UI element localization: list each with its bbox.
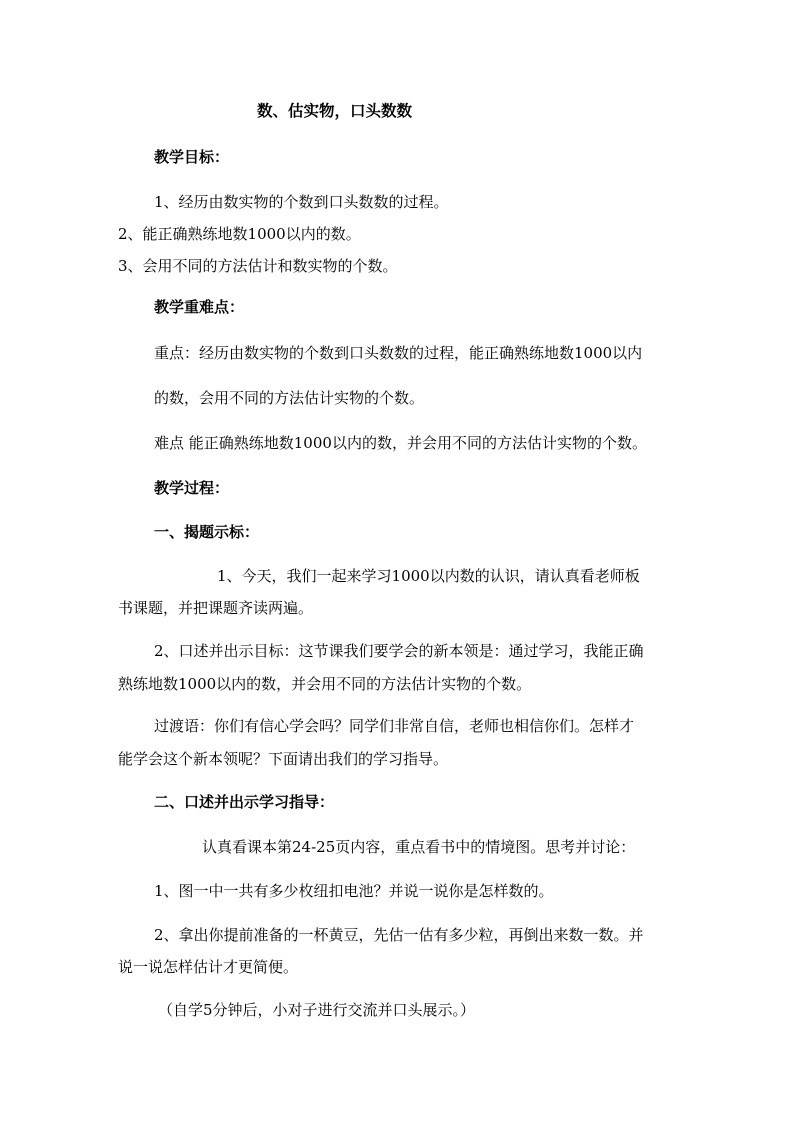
self-study-note: （自学5分钟后，小对子进行交流并口头展示。） — [158, 1001, 476, 1019]
section-heading-process: 教学过程： — [154, 479, 230, 497]
guide-intro: 认真看课本第24-25页内容，重点看书中的情境图。思考并讨论： — [202, 838, 636, 856]
key-point-line-2: 的数，会用不同的方法估计实物的个数。 — [154, 389, 425, 407]
objective-3: 3、会用不同的方法估计和数实物的个数。 — [118, 257, 398, 275]
objective-1: 1、经历由数实物的个数到口头数数的过程。 — [154, 193, 449, 211]
step-2-line-2: 熟练地数1000以内的数，并会用不同的方法估计实物的个数。 — [118, 675, 532, 693]
transition-line-1: 过渡语：你们有信心学会吗？同学们非常自信，老师也相信你们。怎样才 — [154, 717, 635, 735]
step-3-heading: 二、口述并出示学习指导： — [154, 793, 335, 811]
step-1-line-2: 书课题，并把课题齐读两遍。 — [118, 599, 314, 617]
section-heading-key-points: 教学重难点： — [154, 298, 245, 316]
transition-line-2: 能学会这个新本领呢？下面请出我们的学习指导。 — [118, 750, 449, 768]
guide-question-1: 1、图一中一共有多少枚纽扣电池？并说一说你是怎样数的。 — [154, 882, 554, 900]
section-heading-objectives: 教学目标： — [154, 148, 230, 166]
guide-question-2-line-1: 2、拿出你提前准备的一杯黄豆，先估一估有多少粒，再倒出来数一数。并 — [154, 926, 644, 944]
guide-question-2-line-2: 说一说怎样估计才更简便。 — [118, 958, 299, 976]
step-1-heading: 一、揭题示标： — [154, 523, 260, 541]
objective-2: 2、能正确熟练地数1000以内的数。 — [118, 225, 361, 243]
step-2-line-1: 2、口述并出示目标：这节课我们要学会的新本领是：通过学习，我能正确 — [154, 642, 644, 660]
page-title: 数、估实物，口头数数 — [257, 101, 413, 120]
difficult-point: 难点 能正确熟练地数1000以内的数，并会用不同的方法估计实物的个数。 — [154, 434, 647, 452]
key-point-line-1: 重点：经历由数实物的个数到口头数数的过程，能正确熟练地数1000以内 — [154, 344, 643, 362]
step-1-line-1: 1、今天，我们一起来学习1000以内数的认识，请认真看老师板 — [217, 567, 640, 585]
